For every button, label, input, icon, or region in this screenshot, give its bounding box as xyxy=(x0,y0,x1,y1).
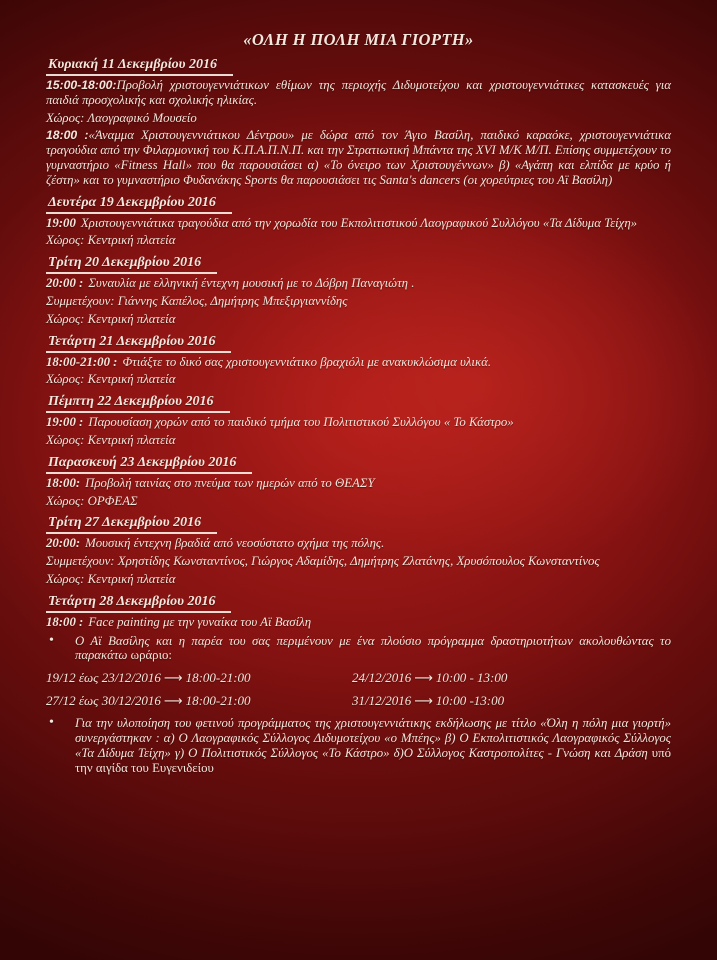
bullet-text xyxy=(75,716,671,775)
bullet-item xyxy=(46,634,671,664)
event-text: Φτιάξτε το δικό σας χριστουγεννιάτικο βραχιόλι με ανακυκλώσιμα υλικά. xyxy=(122,354,492,369)
event-text: Χώρος: Κεντρική πλατεία xyxy=(46,571,176,586)
event-time-label: 15:00-18:00: xyxy=(46,78,117,92)
date-heading: Τρίτη 20 Δεκεμβρίου 2016 xyxy=(46,255,217,274)
schedule-row xyxy=(46,670,671,686)
venue-line xyxy=(46,433,671,448)
bullet-item xyxy=(46,716,671,775)
event-text: «Άναμμα Χριστουγεννιάτικου Δέντρου» με δώρα από τον Άγιο Βασίλη, παιδικό καραόκε, χριστουγεννιάτικα τραγούδια από την Φιλαρμονική του Κ.Π.Α.Π.Ν.Π. και την Στρατιωτική Μπάντα της XVI Μ/Κ Μ/Π. Επίσης συμμετέχουν το γυμναστήριο «Fitness Hall» που θα παρουσιάσει α) «Το όνειρο των Χριστουγέννων» β) «Αγάπη και ελπίδα με κρύο ή ζέστη» και το γυμναστήριο Φυδανάκης Sports θα παρουσιάσει τις Santa's dancers (οι χορεύτριες του Αϊ Βασίλη) xyxy=(46,128,671,187)
event-text: Χώρος: Κεντρική πλατεία xyxy=(46,233,176,248)
venue-line xyxy=(46,312,671,327)
event-time-label: 18:00-21:00 : xyxy=(46,354,118,369)
bullet-text-main: Για την υλοποίηση του φετινού προγράμματος της χριστουγεννιάτικης εκδήλωσης με τίτλο «Όλη η πόλη μια γιορτή» συνεργάστηκαν : α) Ο Λαογραφικός Σύλλογος Διδυμοτείχου «ο Μπέης» β) Ο Εκπολιτιστικός Λαογραφικός Σύλλογος «Τα Δίδυμα Τείχη» γ) Ο Πολιτιστικός Σύλλογος «Το Κάστρο» δ)Ο Σύλλογος Καστροπολίτες - Γνώση και Δράση xyxy=(75,716,671,760)
event-text: Χώρος: Λαογραφικό Μουσείο xyxy=(46,110,197,125)
event-item xyxy=(46,476,671,491)
event-text: Χώρος: ΟΡΦΕΑΣ xyxy=(46,493,138,508)
bullet-text-tail: ωράριο: xyxy=(130,648,172,663)
arrow-icon: ⟶ xyxy=(414,671,433,687)
date-heading: Κυριακή 11 Δεκεμβρίου 2016 xyxy=(46,57,233,76)
schedule-time: 10:00 -13:00 xyxy=(435,693,505,709)
participants-line xyxy=(46,554,671,569)
venue-line xyxy=(46,572,671,587)
event-text: Face painting με την γυναίκα του Αϊ Βασίλη xyxy=(88,614,312,629)
venue-line xyxy=(46,494,671,509)
date-heading: Τρίτη 27 Δεκεμβρίου 2016 xyxy=(46,515,217,534)
schedule-time: 18:00-21:00 xyxy=(185,670,251,686)
event-text: Συναυλία με ελληνική έντεχνη μουσική με το Δόβρη Παναγιώτη . xyxy=(88,276,415,291)
event-time-label: 19:00 xyxy=(46,215,76,230)
bullet-text-tail: υπό την αιγίδα του Ευγενιδείου xyxy=(75,745,671,775)
schedule-date-range: 19/12 έως 23/12/2016 xyxy=(46,670,161,686)
bullet-text-main: Ο Αϊ Βασίλης και η παρέα του σας περιμένουν με ένα πλούσιο πρόγραμμα δραστηριοτήτων ακολουθώντας το παρακάτω xyxy=(75,633,671,663)
event-day-section xyxy=(46,594,671,630)
event-text: Χώρος: Κεντρική πλατεία xyxy=(46,372,176,387)
schedule-time: 10:00 - 13:00 xyxy=(435,670,508,686)
date-heading: Δευτέρα 19 Δεκεμβρίου 2016 xyxy=(46,195,232,214)
event-item xyxy=(46,415,671,430)
event-item xyxy=(46,276,671,291)
event-day-section xyxy=(46,57,671,188)
event-item xyxy=(46,78,671,108)
event-day-section xyxy=(46,334,671,388)
event-text: Προβολή χριστουγεννιάτικων εθίμων της περιοχής Διδυμοτείχου και χριστουγεννιάτικες κατασκευές για παιδιά προσχολικής και σχολικής ηλικίας. xyxy=(46,78,671,107)
event-day-section xyxy=(46,515,671,586)
event-day-section xyxy=(46,255,671,326)
date-heading: Τετάρτη 21 Δεκεμβρίου 2016 xyxy=(46,334,231,353)
arrow-icon: ⟶ xyxy=(163,694,183,710)
event-item xyxy=(46,615,671,630)
event-item xyxy=(46,128,671,187)
date-heading: Παρασκευή 23 Δεκεμβρίου 2016 xyxy=(46,455,252,474)
event-time-label: 18:00 : xyxy=(46,128,89,143)
event-text: Προβολή ταινίας στο πνεύμα των ημερών από το ΘΕΑΣΥ xyxy=(85,475,375,490)
bullet-icon: • xyxy=(49,715,54,731)
event-text: Χώρος: Κεντρική πλατεία xyxy=(46,311,176,326)
date-heading: Πέμπτη 22 Δεκεμβρίου 2016 xyxy=(46,394,230,413)
venue-line xyxy=(46,233,671,248)
event-text: Συμμετέχουν: Γιάννης Καπέλος, Δημήτρης Μπεξιργιαννίδης xyxy=(46,293,348,308)
event-time-label: 18:00 : xyxy=(46,614,84,629)
schedule-row xyxy=(46,693,671,709)
participants-line xyxy=(46,294,671,309)
event-text: Μουσική έντεχνη βραδιά από νεοσύστατο σχήμα της πόλης. xyxy=(85,536,385,551)
schedule-date-range: 27/12 έως 30/12/2016 xyxy=(46,693,161,709)
event-time-label: 18:00: xyxy=(46,475,81,490)
event-day-section xyxy=(46,394,671,448)
event-day-section xyxy=(46,455,671,509)
event-text: Συμμετέχουν: Χρηστίδης Κωνσταντίνος, Γιώργος Αδαμίδης, Δημήτρης Ζλατάνης, Χρυσόπουλος Κωνσταντίνος xyxy=(46,554,600,569)
event-text: Χώρος: Κεντρική πλατεία xyxy=(46,432,176,447)
venue-line xyxy=(46,372,671,387)
event-item xyxy=(46,536,671,551)
event-item xyxy=(46,216,671,231)
arrow-icon: ⟶ xyxy=(163,671,183,687)
bullet-text xyxy=(75,634,671,664)
event-text: Χριστουγεννιάτικα τραγούδια από την χορωδία του Εκπολιτιστικού Λαογραφικού Συλλόγου «Τα Δίδυμα Τείχη» xyxy=(80,215,638,230)
poster-title: «ΟΛΗ Η ΠΟΛΗ ΜΙΑ ΓΙΟΡΤΗ» xyxy=(243,30,474,49)
event-item xyxy=(46,355,671,370)
event-time-label: 20:00 : xyxy=(46,276,84,291)
schedule-time: 18:00-21:00 xyxy=(185,693,251,709)
event-time-label: 19:00 : xyxy=(46,415,84,430)
venue-line xyxy=(46,111,671,126)
schedule-date-range: 24/12/2016 xyxy=(352,670,412,686)
arrow-icon: ⟶ xyxy=(414,694,433,710)
event-time-label: 20:00: xyxy=(46,536,81,551)
bullet-icon: • xyxy=(49,632,54,648)
schedule-date-range: 31/12/2016 xyxy=(352,693,412,709)
date-heading: Τετάρτη 28 Δεκεμβρίου 2016 xyxy=(46,594,231,613)
event-day-section xyxy=(46,195,671,249)
event-text: Παρουσίαση χορών από το παιδικό τμήμα του Πολιτιστικού Συλλόγου « Το Κάστρο» xyxy=(88,415,514,430)
